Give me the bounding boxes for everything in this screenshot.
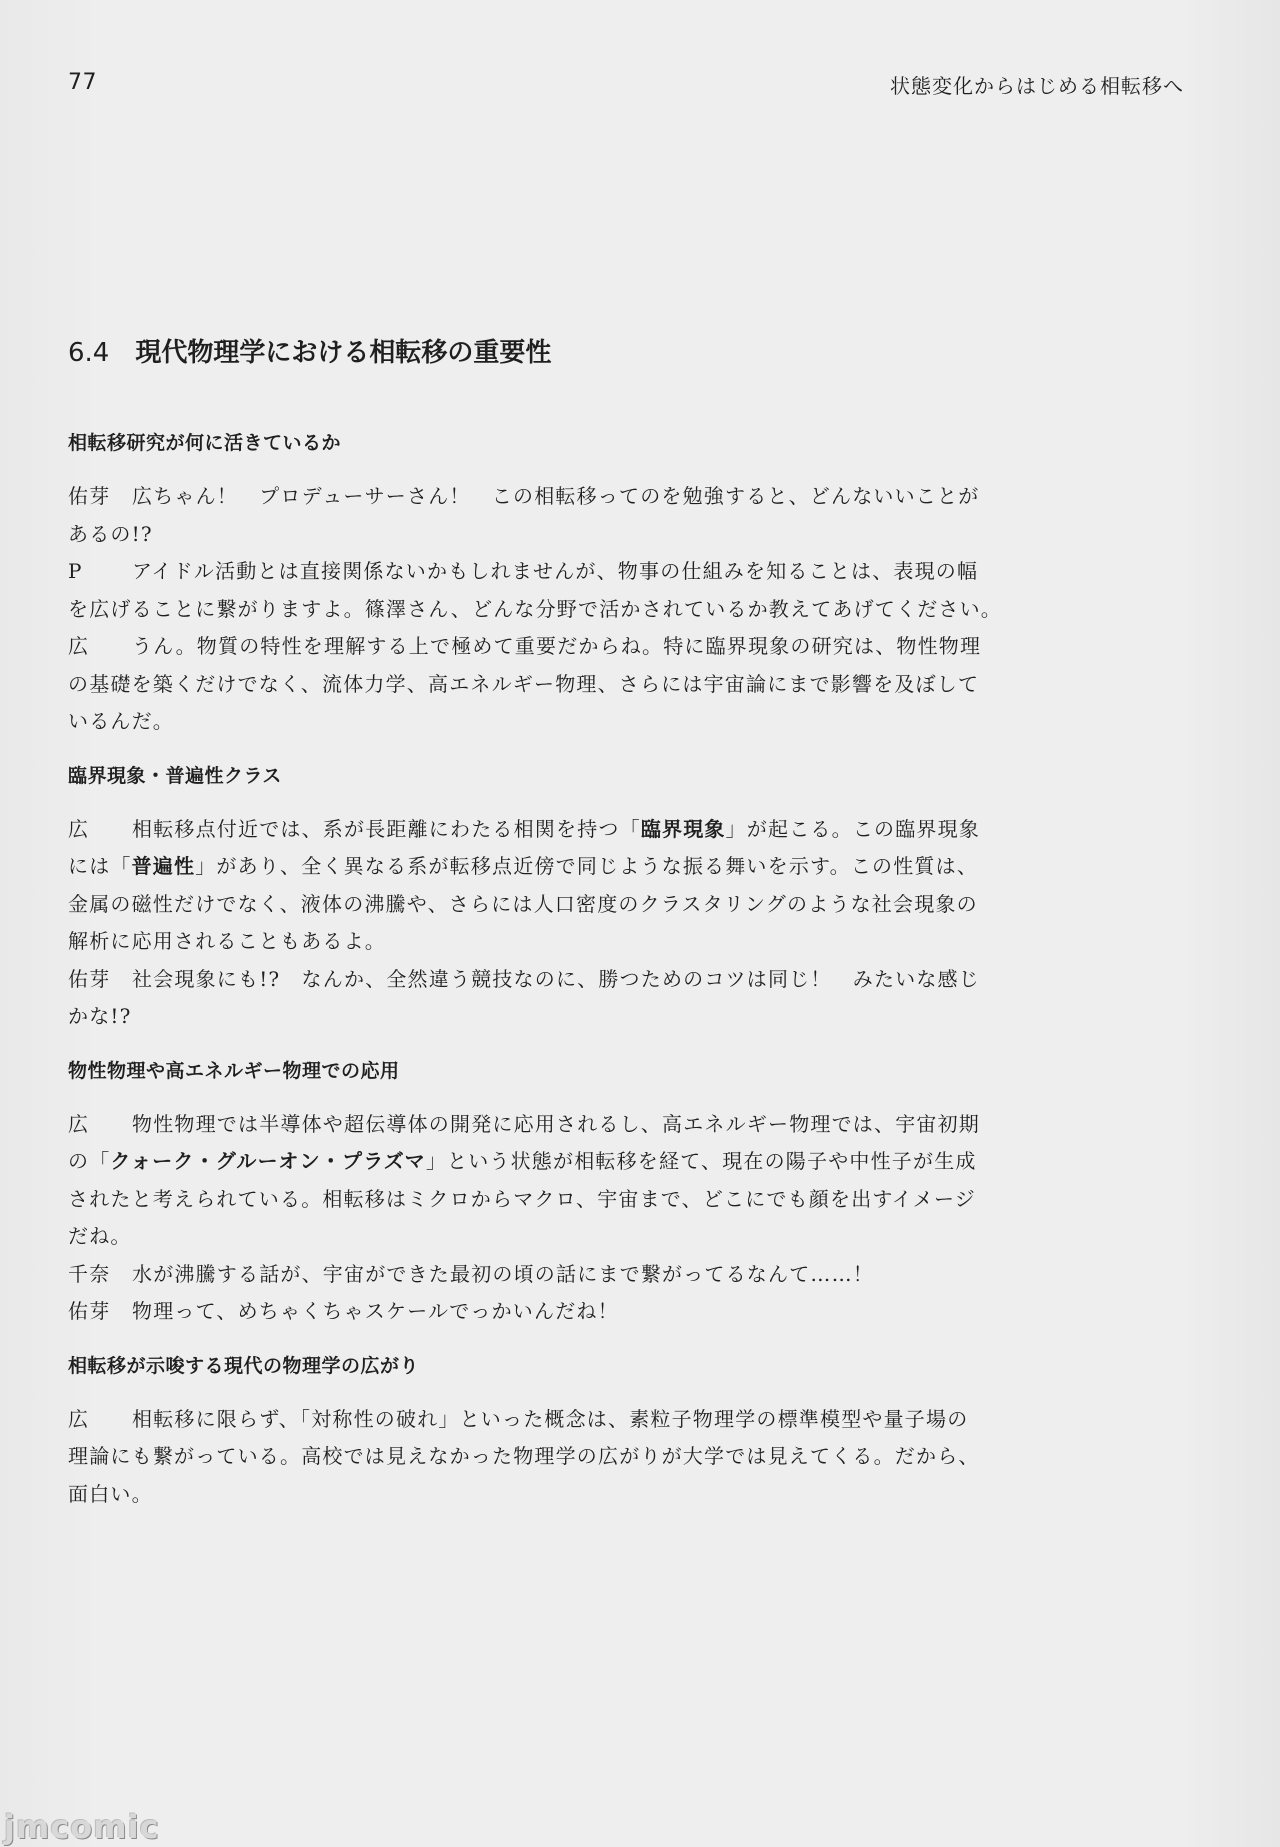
line-text (132, 1262, 874, 1286)
subsection-heading: 相転移研究が何に活きているか (68, 432, 342, 454)
text-segment: かな!? (68, 1004, 132, 1028)
watermark-logo: jmcomic (4, 1808, 160, 1846)
line-text (68, 1224, 132, 1248)
line-text (68, 1149, 977, 1173)
line-text (132, 817, 980, 841)
line-text (132, 559, 978, 583)
line-text (68, 672, 979, 696)
line-text (132, 634, 981, 658)
speaker-label: 佑芽 (68, 1299, 111, 1323)
line-text (132, 484, 979, 508)
dialogue-line (68, 1438, 998, 1476)
text-segment: 物性物理では半導体や超伝導体の開発に応用されるし、高エネルギー物理では、宇宙初期 (132, 1111, 980, 1136)
text-segment: アイドル活動とは直接関係ないかもしれませんが、物事の仕組みを知ることは、表現の幅 (132, 559, 979, 583)
text-segment: 理論にも繋がっている。高校では見えなかった物理学の広がりが大学では見えてくる。だから、 (68, 1444, 980, 1468)
dialogue-line (68, 478, 998, 516)
section-title-text: 現代物理学における相転移の重要性 (135, 338, 552, 368)
dialogue-line (68, 848, 998, 886)
text-segment: されたと考えられている。相転移はミクロからマクロ、宇宙まで、どこにでも顔を出すイメージ (68, 1186, 976, 1211)
line-text (68, 1444, 980, 1468)
page-body (68, 428, 1002, 1533)
dialogue-line (68, 961, 998, 999)
speaker-label: P (68, 559, 83, 583)
dialogue-line (68, 591, 1002, 629)
line-text (68, 854, 978, 878)
text-segment: 相転移に限らず、「対称性の破れ」といった概念は、素粒子物理学の標準模型や量子場の (132, 1406, 969, 1431)
text-segment: 物理って、めちゃくちゃスケールでっかいんだね！ (132, 1299, 619, 1323)
dialogue-line (68, 1143, 998, 1181)
line-text (68, 522, 153, 546)
speaker-label: 広 (68, 1111, 90, 1136)
dialogue-line (68, 666, 998, 704)
subsection-heading: 物性物理や高エネルギー物理での応用 (68, 1059, 400, 1082)
subsection (68, 761, 998, 1036)
text-segment: あるの!? (68, 521, 153, 546)
dialogue-line (68, 1401, 998, 1439)
text-segment: 水が沸騰する話が、宇宙ができた最初の頃の話にまで繋がってるなんて……！ (132, 1261, 874, 1286)
dialogue-line (68, 1218, 998, 1256)
text-segment: 」という状態が相転移を経て、現在の陽子や中性子が生成 (425, 1149, 977, 1173)
speaker-label: 佑芽 (68, 966, 111, 991)
text-segment: いるんだ。 (68, 709, 174, 733)
bold-term: クォーク・グルーオン・プラズマ (110, 1149, 426, 1173)
text-segment: だね。 (68, 1224, 132, 1248)
subsection-heading: 臨界現象・普遍性クラス (68, 764, 282, 787)
page-number: 77 (68, 70, 97, 95)
dialogue-line (68, 553, 998, 591)
speaker-label: 広 (68, 634, 90, 658)
text-segment: 金属の磁性だけでなく、液体の沸騰や、さらには人口密度のクラスタリングのような社会現象の (68, 891, 978, 916)
text-segment: の基礎を築くだけでなく、流体力学、高エネルギー物理、さらには宇宙論にまで影響を及ぼして (68, 671, 980, 696)
text-segment: には「 (68, 854, 132, 878)
text-segment: を広げることに繋がりますよ。篠澤さん、どんな分野で活かされているか教えてあげてください。 (68, 596, 1002, 621)
speaker-label: 広 (68, 816, 90, 841)
line-text (132, 1112, 980, 1136)
dialogue-line (68, 628, 998, 666)
dialogue-line (68, 1293, 998, 1331)
subsection (68, 1056, 998, 1331)
text-segment: うん。物質の特性を理解する上で極めて重要だからね。特に臨界現象の研究は、物性物理 (132, 634, 982, 658)
line-text (68, 1482, 153, 1506)
speaker-label: 佑芽 (68, 484, 111, 508)
text-segment: 広ちゃん！ プロデューサーさん！ この相転移ってのを勉強すると、どんないいことが (132, 484, 980, 508)
dialogue-line (68, 923, 998, 961)
running-head: 状態変化からはじめる相転移へ (890, 74, 1184, 98)
dialogue-line (68, 516, 998, 554)
speaker-label: 広 (68, 1406, 90, 1431)
subsection (68, 428, 1002, 741)
line-text (68, 1004, 132, 1028)
section-number: 6.4 (68, 338, 110, 368)
line-text (68, 929, 386, 953)
text-segment: 解析に応用されることもあるよ。 (68, 929, 386, 953)
text-segment: 社会現象にも!? なんか、全然違う競技なのに、勝つためのコツは同じ！ みたいな感じ (132, 966, 980, 991)
text-segment: 」が起こる。この臨界現象 (725, 816, 981, 841)
text-segment: 相転移点付近では、系が長距離にわたる相関を持つ「 (132, 816, 641, 841)
line-text (68, 709, 174, 733)
text-segment: 」があり、全く異なる系が転移点近傍で同じような振る舞いを示す。この性質は、 (195, 854, 979, 878)
dialogue-line (68, 703, 998, 741)
speaker-label: 千奈 (68, 1261, 111, 1286)
dialogue-line (68, 1181, 998, 1219)
dialogue-line (68, 998, 998, 1036)
subsection-heading: 相転移が示唆する現代の物理学の広がり (68, 1354, 420, 1377)
dialogue-line (68, 1106, 998, 1144)
line-text (132, 1407, 968, 1431)
bold-term: 普遍性 (131, 854, 196, 878)
line-text (68, 1187, 976, 1211)
text-segment: 面白い。 (68, 1481, 153, 1506)
section-title (68, 332, 551, 369)
line-text (132, 967, 980, 991)
dialogue-line (68, 811, 998, 849)
line-text (68, 892, 978, 916)
dialogue-line (68, 886, 998, 924)
dialogue-line (68, 1476, 998, 1514)
line-text (132, 1299, 619, 1323)
dialogue-line (68, 1256, 998, 1294)
line-text (68, 597, 1002, 621)
bold-term: 臨界現象 (640, 816, 726, 841)
subsection (68, 1351, 998, 1514)
text-segment: の「 (68, 1149, 111, 1173)
